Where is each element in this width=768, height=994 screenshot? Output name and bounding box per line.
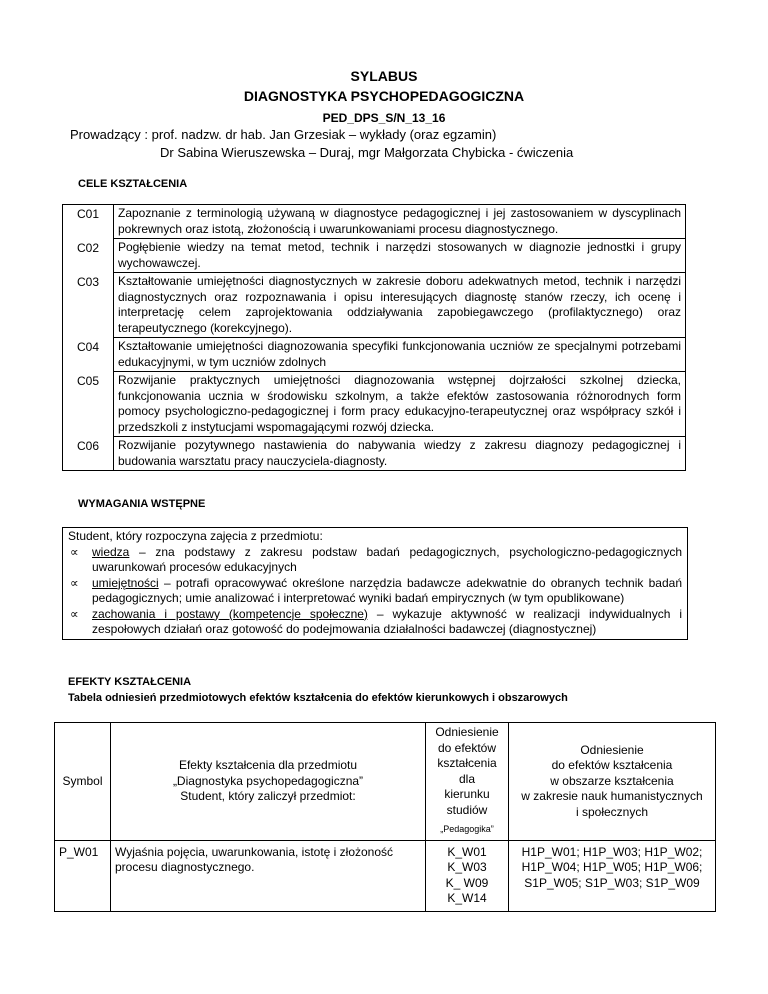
col-effects-line-2: „Diagnostyka psychopedagogiczna” <box>172 773 364 788</box>
cele-text: Pogłębienie wiedzy na temat metod, technik i narzędzi stosowanych w diagnozie jednostki i grupy wychowawczej. <box>114 239 686 273</box>
efekty-table <box>54 722 716 912</box>
col-obszar-line-3: w obszarze kształcenia <box>550 773 674 788</box>
cele-text: Zapoznanie z terminologią używaną w diagnostyce pedagogicznej i jej zastosowaniem w dyscyplinach pokrewnych oraz istotą, złożonością i uwarunkowaniami procesu diagnostycznego. <box>114 205 686 239</box>
table-row <box>63 273 686 338</box>
cele-text: Rozwijanie praktycznych umiejętności diagnozowania wstępnej dojrzałości szkolnej dziecka, funkcjonowania ucznia w środowisku szkolnym, a także efektów zastosowania różnorodnych form pomocy psychologiczno-pedagogicznej i form pracy edukacyjno-terapeutycznej oraz współpracy szkół i przedszkoli z instytucjami wspomagającymi rozwój dziecka. <box>114 372 686 437</box>
col-effects <box>111 723 426 841</box>
bullet-icon: ∝ <box>70 544 79 559</box>
cele-table <box>62 204 686 471</box>
obsz-codes: H1P_W04; H1P_W05; H1P_W06; <box>521 860 703 874</box>
cele-heading: CELE KSZTAŁCENIA <box>78 178 188 190</box>
bullet-icon: ∝ <box>70 606 79 621</box>
kier-code: K_W14 <box>447 891 487 905</box>
col-kierunek-line-1: Odniesienie <box>435 725 499 739</box>
wymagania-intro: Student, który rozpoczyna zajęcia z przedmiotu: <box>68 529 323 543</box>
lecturers-line-1: Prowadzący : prof. nadzw. dr hab. Jan Grzesiak – wykłady (oraz egzamin) <box>70 127 497 142</box>
row-kierunek <box>426 840 509 911</box>
obsz-codes: S1P_W05; S1P_W03; S1P_W09 <box>524 875 700 890</box>
cele-text: Kształtowanie umiejętności diagnozowania specyfiki funkcjonowania uczniów ze specjalnymi potrzebami edukacyjnymi, w tym uczniów zdolnych <box>114 338 686 372</box>
obsz-codes: H1P_W01; H1P_W03; H1P_W02; <box>521 844 703 859</box>
cele-code: C06 <box>63 437 114 471</box>
cele-code: C04 <box>63 338 114 372</box>
table-row <box>63 205 686 239</box>
cele-code: C03 <box>63 273 114 338</box>
col-kierunek-line-3: kształcenia <box>437 756 497 770</box>
col-effects-line-3: Student, który zaliczył przedmiot: <box>180 789 356 803</box>
table-row <box>55 840 716 911</box>
cele-code: C05 <box>63 372 114 437</box>
cele-text: Rozwijanie pozytywnego nastawienia do nabywania wiedzy z zakresu diagnozy pedagogicznej i budowania warsztatu pracy nauczyciela-diagnosty. <box>114 437 686 471</box>
col-obszar-line-1: Odniesienie <box>580 742 644 757</box>
subject-title: DIAGNOSTYKA PSYCHOPEDAGOGICZNA <box>243 88 525 104</box>
requirement-text: – zna podstawy z zakresu podstaw badań pedagogicznych, psychologiczno-pedagogicznych uwarunkowań procesów edukacyjnych <box>92 544 682 574</box>
list-item <box>68 607 682 638</box>
bullet-icon: ∝ <box>70 575 79 590</box>
requirement-term: zachowania i postawy (kompetencje społeczne) <box>92 606 368 621</box>
wymagania-heading: WYMAGANIA WSTĘPNE <box>78 498 206 510</box>
efekty-heading: EFEKTY KSZTAŁCENIA <box>68 676 192 688</box>
row-symbol: P_W01 <box>55 840 111 911</box>
requirement-term: wiedza <box>92 544 130 559</box>
table-row <box>63 239 686 273</box>
requirement-term: umiejętności <box>92 575 159 590</box>
col-symbol: Symbol <box>55 723 111 841</box>
col-obszar-line-5: i społecznych <box>575 804 649 819</box>
requirement-text: – wykazuje aktywność w realizacji indywidualnych i zespołowych działań oraz gotowość do podejmowania działalności badawczej (diagnostycznej) <box>92 606 682 636</box>
table-row <box>63 372 686 437</box>
cele-code: C01 <box>63 205 114 239</box>
col-kierunek-line-7: „Pedagogika” <box>440 824 494 834</box>
efekty-subheading: Tabela odniesień przedmiotowych efektów kształcenia do efektów kierunkowych i obszarowych <box>68 692 568 704</box>
kier-code: K_ W09 <box>445 875 489 890</box>
kier-code: K_W01 <box>447 844 487 859</box>
row-effect: Wyjaśnia pojęcia, uwarunkowania, istotę i złożoność procesu diagnostycznego. <box>111 840 426 911</box>
table-header-row <box>55 723 716 841</box>
col-kierunek <box>426 723 509 841</box>
table-row <box>63 437 686 471</box>
subject-code: PED_DPS_S/N_13_16 <box>322 111 446 125</box>
wymagania-box <box>62 527 688 640</box>
col-kierunek-line-6: studiów <box>446 802 488 817</box>
table-row <box>63 338 686 372</box>
cele-code: C02 <box>63 239 114 273</box>
col-obszar-line-4: w zakresie nauk humanistycznych <box>521 789 703 803</box>
col-effects-line-1: Efekty kształcenia dla przedmiotu <box>178 758 358 772</box>
col-obszar-line-2: do efektów kształcenia <box>551 758 673 772</box>
lecturers-line-2: Dr Sabina Wieruszewska – Duraj, mgr Małgorzata Chybicka - ćwiczenia <box>160 145 574 160</box>
cele-text: Kształtowanie umiejętności diagnostycznych w zakresie doboru adekwatnych metod, technik i narzędzi diagnostycznych oraz rozpoznawania i opisu interesujących diagnostę stanów rzeczy, ich ocenę i interpretację celem zaprojektowania oddziaływania zapobiegawczego (profilaktycznego) oraz terapeutycznego (korekcyjnego). <box>114 273 686 338</box>
col-kierunek-line-5: kierunku <box>444 787 490 801</box>
row-obszar <box>509 840 716 911</box>
col-kierunek-line-2: do efektów <box>437 740 497 755</box>
list-item <box>68 576 682 607</box>
document-title: SYLABUS <box>350 68 418 84</box>
col-kierunek-line-4: dla <box>458 771 475 786</box>
col-obszar <box>509 723 716 841</box>
list-item <box>68 545 682 576</box>
kier-code: K_W03 <box>447 860 487 874</box>
requirement-text: – potrafi opracowywać określone narzędzia badawcze adekwatnie do obranych technik badań pedagogicznych; umie analizować i interpretować wyniki badań empirycznych (w tym opublikowane) <box>92 575 682 605</box>
